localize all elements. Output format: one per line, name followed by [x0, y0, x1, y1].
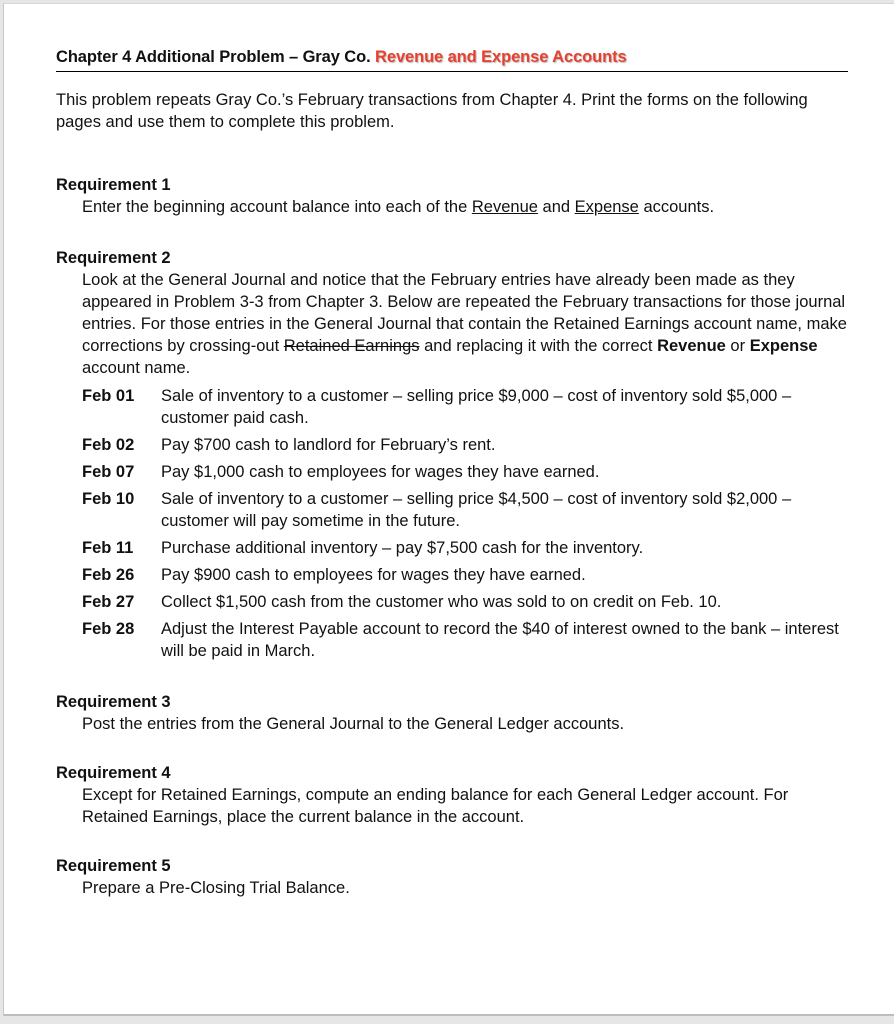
transaction-date: Feb 11 [82, 539, 134, 557]
requirement-1 [56, 174, 848, 218]
requirement-4 [56, 762, 848, 828]
document-page [3, 3, 894, 1016]
text-run: account name. [82, 359, 191, 377]
transaction-description: Sale of inventory to a customer – selling price $9,000 – cost of inventory sold $5,000 – customer paid cash. [161, 387, 792, 427]
transaction-description: Pay $700 cash to landlord for February’s rent. [161, 436, 496, 454]
title-main: Chapter 4 Additional Problem – Gray Co. [56, 48, 376, 66]
requirement-body [56, 269, 848, 379]
transaction-date: Feb 28 [82, 620, 135, 638]
underlined-expense: Expense [574, 198, 639, 216]
bold-revenue: Revenue [657, 337, 726, 355]
requirement-body: Prepare a Pre-Closing Trial Balance. [82, 879, 350, 897]
text-run: Enter the beginning account balance into each of the [82, 198, 472, 216]
transaction-date: Feb 07 [82, 463, 135, 481]
requirement-heading: Requirement 2 [56, 249, 171, 267]
requirement-5 [56, 855, 848, 899]
text-run: accounts. [638, 198, 715, 216]
text-run: and [537, 198, 575, 216]
transaction-row [56, 385, 848, 429]
transaction-description: Pay $900 cash to employees for wages they have earned. [161, 566, 586, 584]
transaction-row [56, 488, 848, 532]
transaction-description: Purchase additional inventory – pay $7,500 cash for the inventory. [161, 539, 644, 557]
page-content [56, 48, 848, 899]
requirement-heading: Requirement 1 [56, 176, 171, 194]
transaction-description: Adjust the Interest Payable account to record the $40 of interest owned to the bank – interest will be paid in March. [161, 620, 839, 660]
transaction-date: Feb 02 [82, 436, 135, 454]
transaction-row [56, 537, 848, 559]
transaction-row [56, 434, 848, 456]
strikethrough-retained-earnings: Retained Earnings [283, 337, 420, 355]
text-run: and replacing it with the correct [419, 337, 658, 355]
text-run: Look at the General Journal and notice that the February entries have already been made as they appeared in Problem 3-3 from Chapter 3. Below are repeated the February transactions for those journal entries. For those entries in the General Journal that contain the Retained Earnings account name, make corrections by crossing-out [82, 271, 847, 355]
requirement-heading: Requirement 4 [56, 764, 171, 782]
requirement-body: Post the entries from the General Journal to the General Ledger accounts. [82, 715, 625, 733]
requirement-body: Except for Retained Earnings, compute an ending balance for each General Ledger account. For Retained Earnings, place the current balance in the account. [82, 786, 789, 826]
requirement-heading: Requirement 3 [56, 693, 171, 711]
transaction-row [56, 461, 848, 483]
requirement-heading: Requirement 5 [56, 857, 171, 875]
transaction-date: Feb 27 [82, 593, 135, 611]
title-accent: Revenue and Expense Accounts [375, 48, 627, 66]
transaction-description: Collect $1,500 cash from the customer who was sold to on credit on Feb. 10. [161, 593, 722, 611]
page-title [56, 48, 848, 72]
transaction-date: Feb 26 [82, 566, 135, 584]
transaction-description: Sale of inventory to a customer – selling price $4,500 – cost of inventory sold $2,000 – customer will pay sometime in the future. [161, 490, 792, 530]
transaction-row [56, 618, 848, 662]
underlined-revenue: Revenue [471, 198, 538, 216]
bold-expense: Expense [749, 337, 818, 355]
transaction-row [56, 591, 848, 613]
text-run: or [725, 337, 750, 355]
transaction-date: Feb 01 [82, 387, 135, 405]
requirement-body [56, 196, 848, 218]
requirement-2 [56, 247, 848, 662]
intro-paragraph: This problem repeats Gray Co.’s February transactions from Chapter 4. Print the forms on the following pages and use them to complete this problem. [56, 91, 808, 131]
requirement-3 [56, 691, 848, 735]
transaction-description: Pay $1,000 cash to employees for wages they have earned. [161, 463, 600, 481]
transaction-row [56, 564, 848, 586]
transaction-list [56, 385, 848, 662]
transaction-date: Feb 10 [82, 490, 135, 508]
